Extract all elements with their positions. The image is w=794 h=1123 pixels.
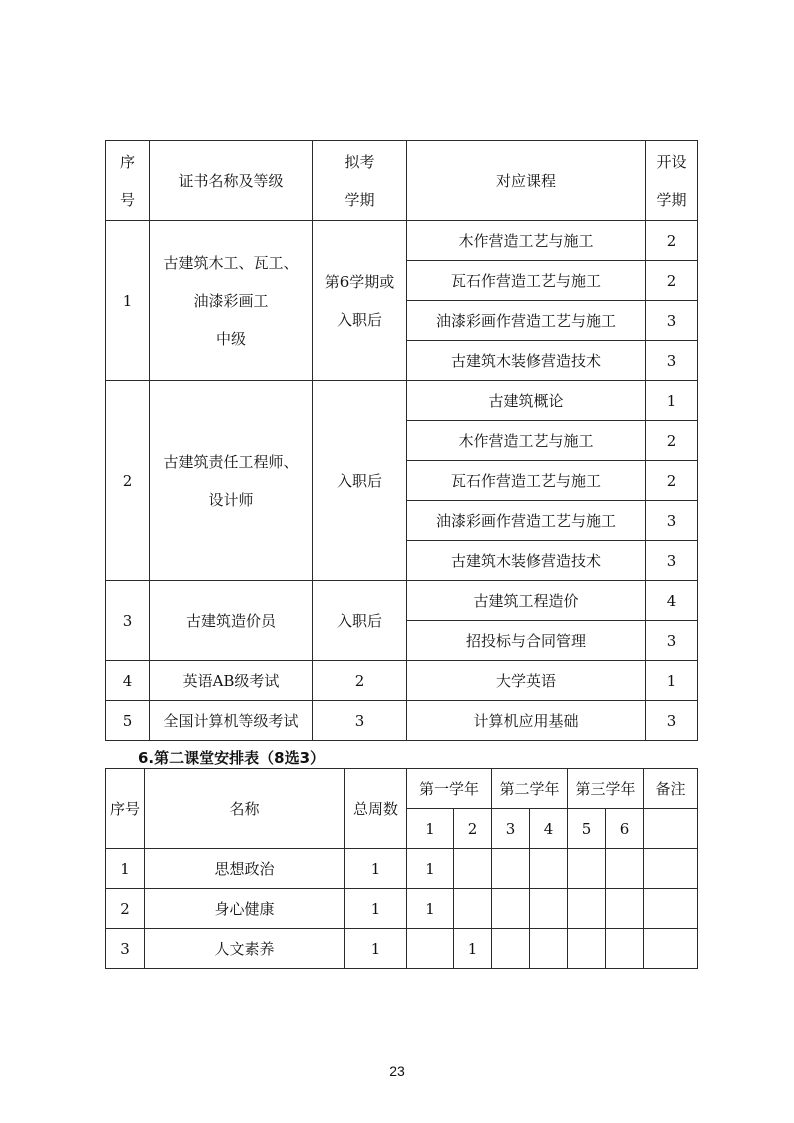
table-row [106,701,698,741]
cell-course: 油漆彩画作营造工艺与施工 [407,501,646,541]
cell-course: 木作营造工艺与施工 [407,221,646,261]
cell-exam-term: 2 [313,661,407,701]
cell-term [492,849,530,889]
second-classroom-table [105,768,698,969]
cell-course: 瓦石作营造工艺与施工 [407,261,646,301]
cell-term [454,889,492,929]
table-row [106,929,698,969]
cell-term [492,889,530,929]
cell-term [568,889,606,929]
cell-exam-term: 入职后 [313,581,407,661]
cell-term: 1 [407,889,454,929]
cell-term [606,849,644,889]
cell-open-term: 3 [646,621,698,661]
cell-term: 1 [407,849,454,889]
table-row [106,661,698,701]
table-row [106,849,698,889]
cell-name: 思想政治 [145,849,345,889]
cell-name: 身心健康 [145,889,345,929]
header-no: 序号 [106,769,145,849]
header-term: 6 [606,809,644,849]
table-row [106,889,698,929]
cell-exam-term: 第6学期或 入职后 [313,221,407,381]
cell-no: 3 [106,929,145,969]
cell-no: 1 [106,221,150,381]
cell-open-term: 2 [646,421,698,461]
table-row [106,381,698,421]
cell-cert: 古建筑木工、瓦工、 油漆彩画工 中级 [150,221,313,381]
cell-open-term: 1 [646,661,698,701]
cell-course: 招投标与合同管理 [407,621,646,661]
cell-cert: 全国计算机等级考试 [150,701,313,741]
cell-note [644,889,698,929]
cell-open-term: 4 [646,581,698,621]
header-total-weeks: 总周数 [345,769,407,849]
cell-open-term: 3 [646,341,698,381]
cell-note [644,849,698,889]
cell-course: 大学英语 [407,661,646,701]
header-term: 拟考 学期 [313,141,407,221]
cell-term [407,929,454,969]
cell-no: 2 [106,889,145,929]
cell-term [606,929,644,969]
header-note: 备注 [644,769,698,809]
cell-course: 古建筑木装修营造技术 [407,341,646,381]
header-term: 1 [407,809,454,849]
header-name: 名称 [145,769,345,849]
header-term: 5 [568,809,606,849]
header-open-term: 开设 学期 [646,141,698,221]
header-course: 对应课程 [407,141,646,221]
header-term: 4 [530,809,568,849]
cell-term [568,849,606,889]
cell-weeks: 1 [345,849,407,889]
table-header-row [106,769,698,809]
table-header-row [106,141,698,221]
cell-course: 古建筑木装修营造技术 [407,541,646,581]
cell-no: 3 [106,581,150,661]
page-number: 23 [389,1063,405,1079]
cell-term [530,849,568,889]
cell-term [568,929,606,969]
cell-term [492,929,530,969]
cell-term [530,889,568,929]
cell-cert: 古建筑责任工程师、 设计师 [150,381,313,581]
certificate-course-table [105,140,698,741]
cell-term [606,889,644,929]
cell-no: 1 [106,849,145,889]
cell-open-term: 3 [646,301,698,341]
cell-exam-term: 入职后 [313,381,407,581]
cell-course: 木作营造工艺与施工 [407,421,646,461]
header-cert: 证书名称及等级 [150,141,313,221]
cell-open-term: 1 [646,381,698,421]
cell-no: 2 [106,381,150,581]
header-year-1: 第一学年 [407,769,492,809]
cell-course: 油漆彩画作营造工艺与施工 [407,301,646,341]
header-no: 序 号 [106,141,150,221]
cell-no: 5 [106,701,150,741]
cell-term [530,929,568,969]
cell-open-term: 2 [646,261,698,301]
cell-term: 1 [454,929,492,969]
cell-open-term: 2 [646,221,698,261]
cell-note [644,929,698,969]
cell-name: 人文素养 [145,929,345,969]
cell-open-term: 3 [646,541,698,581]
section-heading: 6.第二课堂安排表（8选3） [138,749,326,767]
header-note-blank [644,809,698,849]
cell-open-term: 2 [646,461,698,501]
table-row [106,581,698,621]
cell-course: 古建筑概论 [407,381,646,421]
cell-open-term: 3 [646,701,698,741]
cell-exam-term: 3 [313,701,407,741]
header-term: 2 [454,809,492,849]
cell-course: 瓦石作营造工艺与施工 [407,461,646,501]
header-year-2: 第二学年 [492,769,568,809]
cell-weeks: 1 [345,889,407,929]
cell-weeks: 1 [345,929,407,969]
cell-no: 4 [106,661,150,701]
cell-cert: 英语AB级考试 [150,661,313,701]
cell-cert: 古建筑造价员 [150,581,313,661]
table-row [106,221,698,261]
header-year-3: 第三学年 [568,769,644,809]
cell-course: 古建筑工程造价 [407,581,646,621]
cell-term [454,849,492,889]
cell-open-term: 3 [646,501,698,541]
cell-course: 计算机应用基础 [407,701,646,741]
header-term: 3 [492,809,530,849]
